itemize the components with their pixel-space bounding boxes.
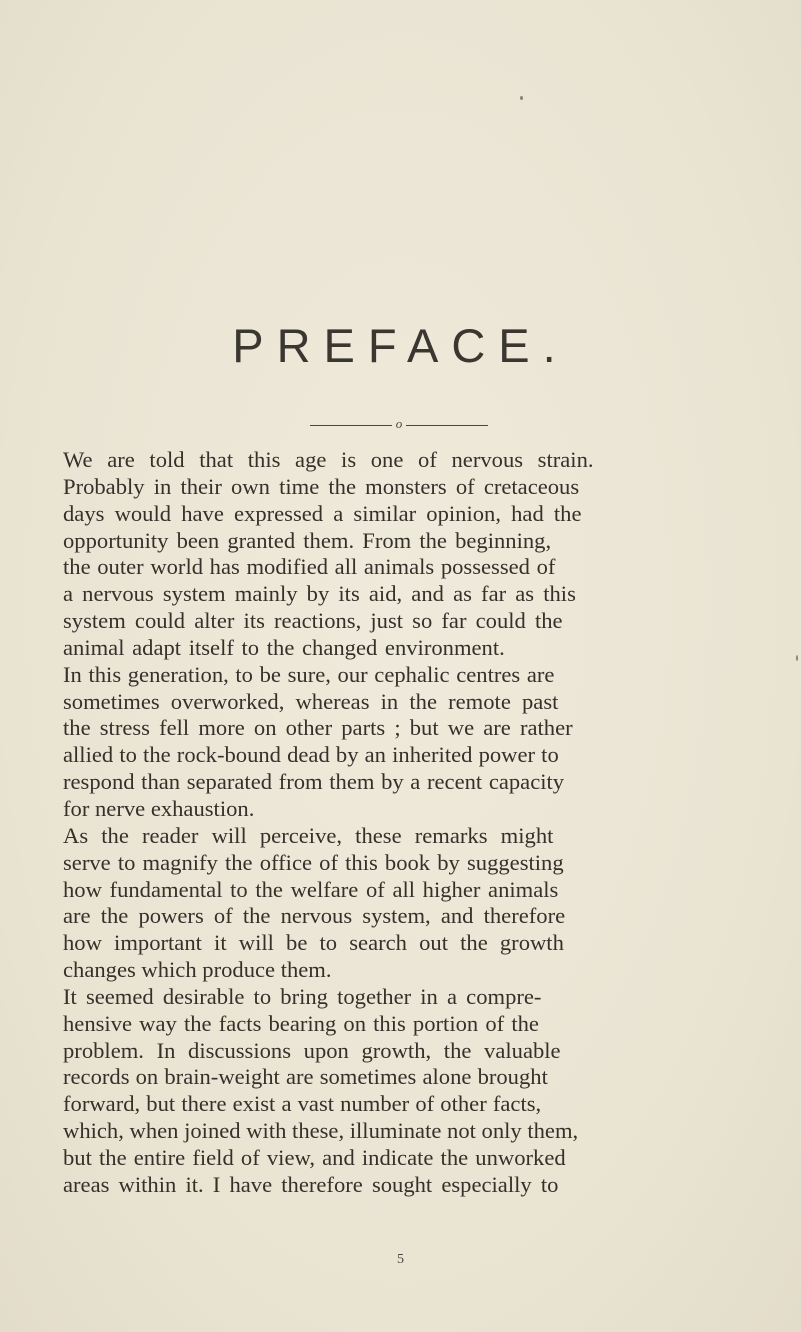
paper-speck <box>520 96 523 100</box>
text-line: are the powers of the nervous system, and therefore <box>63 903 566 929</box>
text-line: It seemed desirable to bring together in a compre- <box>63 983 542 1009</box>
ornament-rule-left <box>310 425 392 426</box>
text-line: the outer world has modified all animals possessed of <box>63 554 556 580</box>
page-title: PREFACE. <box>232 319 569 372</box>
text-line: for nerve exhaustion. <box>63 795 255 821</box>
page-number: 5 <box>397 1252 404 1267</box>
preface-body-text <box>63 447 763 1199</box>
text-line: In this generation, to be sure, our cephalic centres are <box>63 661 555 687</box>
text-line: how fundamental to the welfare of all higher animals <box>63 876 559 902</box>
text-line: areas within it. I have therefore sought especially to <box>63 1171 559 1197</box>
text-line: allied to the rock-bound dead by an inherited power to <box>63 742 559 768</box>
text-line: changes which produce them. <box>63 957 332 983</box>
text-line: hensive way the facts bearing on this portion of the <box>63 1010 539 1036</box>
ornament-glyph: o <box>395 416 403 431</box>
text-line: problem. In discussions upon growth, the valuable <box>63 1037 561 1063</box>
text-line: sometimes overworked, whereas in the remote past <box>63 688 559 714</box>
text-line: a nervous system mainly by its aid, and as far as this <box>63 581 576 607</box>
text-line: respond than separated from them by a recent capacity <box>63 769 565 795</box>
ornament-rule-right <box>406 425 488 426</box>
paper-speck <box>796 655 798 661</box>
text-line: which, when joined with these, illuminate not only them, <box>63 1118 579 1144</box>
text-line: the stress fell more on other parts ; but we are rather <box>63 715 573 741</box>
text-line: We are told that this age is one of nervous strain. <box>63 447 594 472</box>
text-line: serve to magnify the office of this book by suggesting <box>63 849 564 875</box>
text-line: opportunity been granted them. From the beginning, <box>63 527 552 553</box>
text-line: days would have expressed a similar opinion, had the <box>63 500 582 526</box>
text-line: how important it will be to search out the growth <box>63 930 564 956</box>
text-line: but the entire field of view, and indicate the unworked <box>63 1144 566 1170</box>
title-ornament <box>300 416 500 432</box>
text-line: system could alter its reactions, just so far could the <box>63 608 563 634</box>
text-line: forward, but there exist a vast number of other facts, <box>63 1091 542 1117</box>
text-line: animal adapt itself to the changed environment. <box>63 634 505 660</box>
text-line: Probably in their own time the monsters of cretaceous <box>63 473 580 499</box>
text-line: As the reader will perceive, these remarks might <box>63 822 554 848</box>
text-line: records on brain-weight are sometimes alone brought <box>63 1064 548 1090</box>
